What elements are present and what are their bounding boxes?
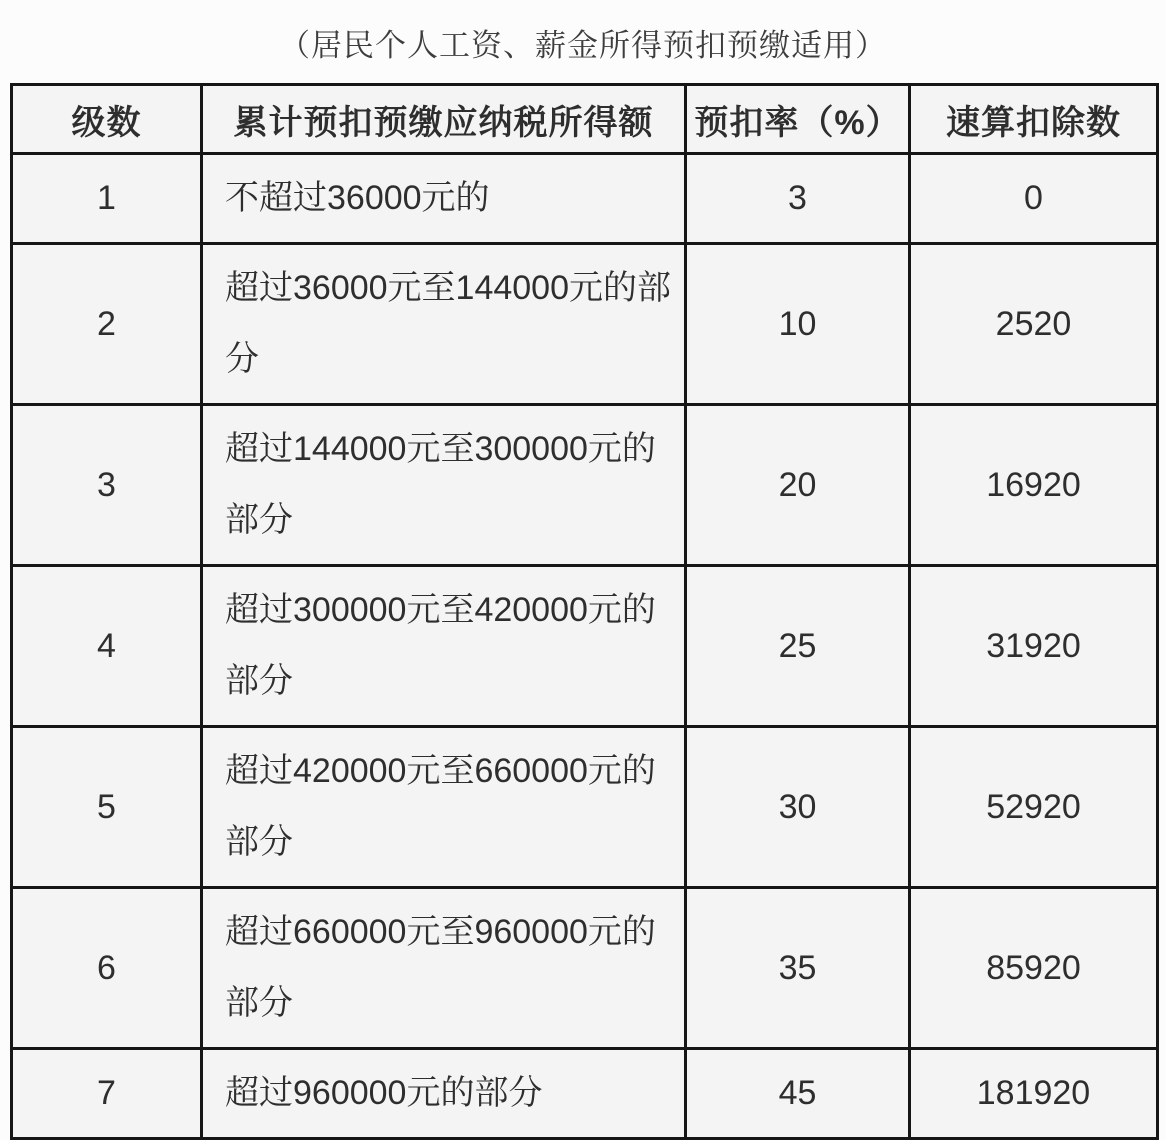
- cell-deduction: 85920: [910, 888, 1158, 1049]
- cell-rate: 25: [686, 566, 910, 727]
- cell-deduction: 2520: [910, 244, 1158, 405]
- cell-income: 超过960000元的部分: [202, 1049, 686, 1139]
- cell-income: 超过144000元至300000元的部分: [202, 405, 686, 566]
- cell-deduction: 16920: [910, 405, 1158, 566]
- table-row: [12, 244, 1158, 405]
- tax-rate-table: [10, 83, 1159, 1140]
- table-caption: （居民个人工资、薪金所得预扣预缴适用）: [279, 28, 887, 63]
- cell-income: 超过420000元至660000元的部分: [202, 727, 686, 888]
- table-row: [12, 888, 1158, 1049]
- cell-income: 超过660000元至960000元的部分: [202, 888, 686, 1049]
- cell-rate: 45: [686, 1049, 910, 1139]
- cell-income: 不超过36000元的: [202, 154, 686, 244]
- table-row: [12, 727, 1158, 888]
- cell-level: 5: [12, 727, 202, 888]
- header-rate: 预扣率（%）: [686, 85, 910, 154]
- cell-level: 2: [12, 244, 202, 405]
- cell-income: 超过300000元至420000元的部分: [202, 566, 686, 727]
- table-row: [12, 154, 1158, 244]
- header-row: [12, 85, 1158, 154]
- cell-rate: 10: [686, 244, 910, 405]
- header-income: 累计预扣预缴应纳税所得额: [202, 85, 686, 154]
- cell-rate: 30: [686, 727, 910, 888]
- header-deduction: 速算扣除数: [910, 85, 1158, 154]
- cell-deduction: 181920: [910, 1049, 1158, 1139]
- cell-level: 1: [12, 154, 202, 244]
- cell-level: 4: [12, 566, 202, 727]
- cell-deduction: 0: [910, 154, 1158, 244]
- cell-level: 6: [12, 888, 202, 1049]
- cell-level: 3: [12, 405, 202, 566]
- table-row: [12, 1049, 1158, 1139]
- cell-rate: 3: [686, 154, 910, 244]
- table-row: [12, 405, 1158, 566]
- cell-deduction: 52920: [910, 727, 1158, 888]
- header-level: 级数: [12, 85, 202, 154]
- cell-level: 7: [12, 1049, 202, 1139]
- cell-rate: 20: [686, 405, 910, 566]
- cell-rate: 35: [686, 888, 910, 1049]
- cell-income: 超过36000元至144000元的部分: [202, 244, 686, 405]
- cell-deduction: 31920: [910, 566, 1158, 727]
- table-row: [12, 566, 1158, 727]
